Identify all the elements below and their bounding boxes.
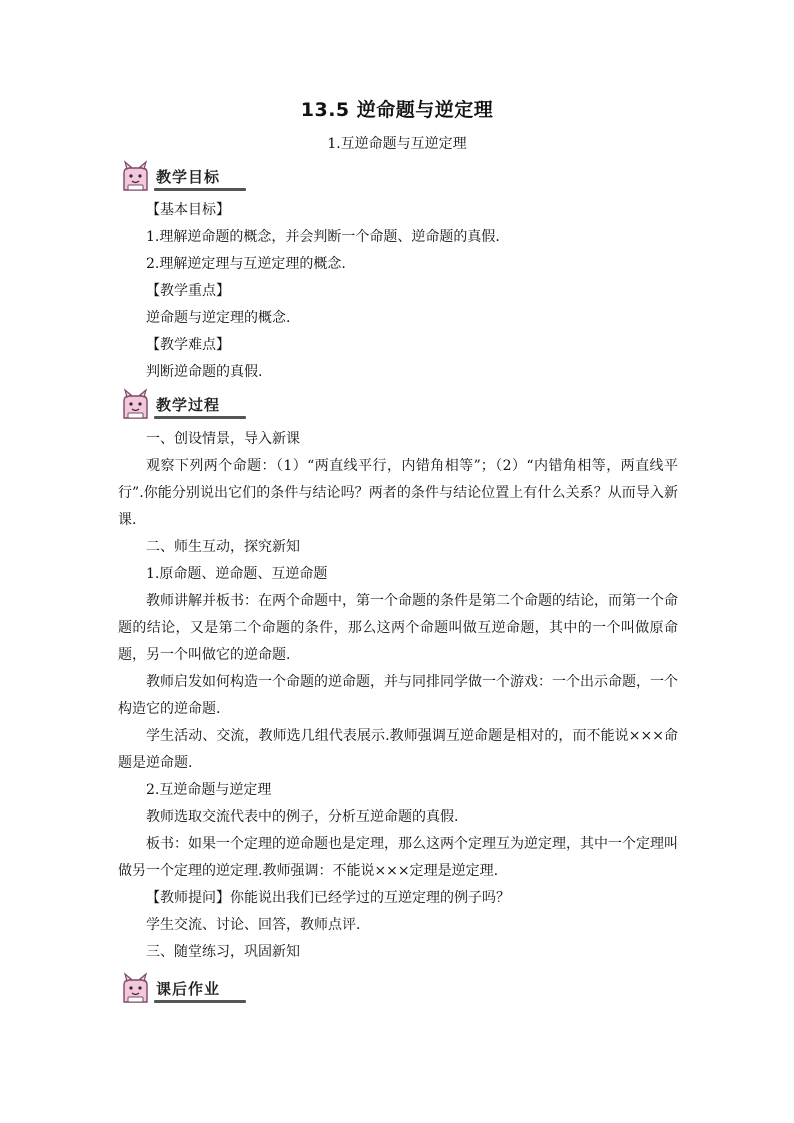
teacher-guidance-paragraph: 教师启发如何构造一个命题的逆命题，并与同排同学做一个游戏：一个出示命题，一个构造它的逆命题. xyxy=(118,674,678,717)
section-label-objectives: 教学目标 xyxy=(156,168,221,186)
section-underline xyxy=(154,416,246,419)
key-points-text: 逆命题与逆定理的概念. xyxy=(146,310,291,326)
cartoon-mascot-icon xyxy=(118,972,152,1006)
objectives-basic-heading: 【基本目标】 xyxy=(146,202,230,218)
teacher-question-paragraph: 【教师提问】你能说出我们已经学过的互逆定理的例子吗？ xyxy=(146,890,510,906)
document-subtitle: 1.互逆命题与互逆定理 xyxy=(327,136,467,152)
difficult-points-text: 判断逆命题的真假. xyxy=(146,364,263,380)
process-step-3-heading: 三、随堂练习，巩固新知 xyxy=(146,944,300,960)
section-header-objectives xyxy=(118,160,258,194)
cartoon-mascot-icon xyxy=(118,160,152,194)
cartoon-mascot-icon xyxy=(118,388,152,422)
objectives-content xyxy=(118,197,678,386)
section-underline xyxy=(154,1000,246,1003)
objectives-item-2: 2.理解逆定理与互逆定理的概念. xyxy=(146,256,346,272)
student-discussion-paragraph: 学生交流、讨论、回答，教师点评. xyxy=(146,917,361,933)
key-points-heading: 【教学重点】 xyxy=(146,283,230,299)
section-header-process xyxy=(118,388,258,422)
process-step-1-heading: 一、创设情景，导入新课 xyxy=(146,431,300,447)
section-label-process: 教学过程 xyxy=(156,396,221,414)
objectives-item-1: 1.理解逆命题的概念，并会判断一个命题、逆命题的真假. xyxy=(146,229,500,245)
process-content xyxy=(118,426,678,966)
process-intro-paragraph: 观察下列两个命题：（1）“两直线平行，内错角相等”；（2）“内错角相等，两直线平行”.你能分别说出它们的条件与结论吗？两者的条件与结论位置上有什么关系？从而导入新课. xyxy=(118,458,678,528)
section-header-homework xyxy=(118,972,258,1006)
teacher-explanation-paragraph: 教师讲解并板书：在两个命题中，第一个命题的条件是第二个命题的结论，而第一个命题的结论，又是第二个命题的条件，那么这两个命题叫做互逆命题，其中的一个叫做原命题，另一个叫做它的逆命题. xyxy=(118,593,678,663)
subsection-2-heading: 2.互逆命题与逆定理 xyxy=(146,782,272,798)
example-analysis-paragraph: 教师选取交流代表中的例子，分析互逆命题的真假. xyxy=(146,809,459,825)
section-label-homework: 课后作业 xyxy=(156,980,221,998)
difficult-points-heading: 【教学难点】 xyxy=(146,337,230,353)
section-underline xyxy=(154,188,246,191)
process-step-2-heading: 二、师生互动，探究新知 xyxy=(146,539,300,555)
student-activity-paragraph: 学生活动、交流，教师选几组代表展示.教师强调互逆命题是相对的，而不能说×××命题是逆命题. xyxy=(118,728,678,771)
subsection-1-heading: 1.原命题、逆命题、互逆命题 xyxy=(146,566,328,582)
board-writing-paragraph: 板书：如果一个定理的逆命题也是定理，那么这两个定理互为逆定理，其中一个定理叫做另一个定理的逆定理.教师强调：不能说×××定理是逆定理. xyxy=(118,836,678,879)
document-title: 13.5 逆命题与逆定理 xyxy=(300,99,494,121)
